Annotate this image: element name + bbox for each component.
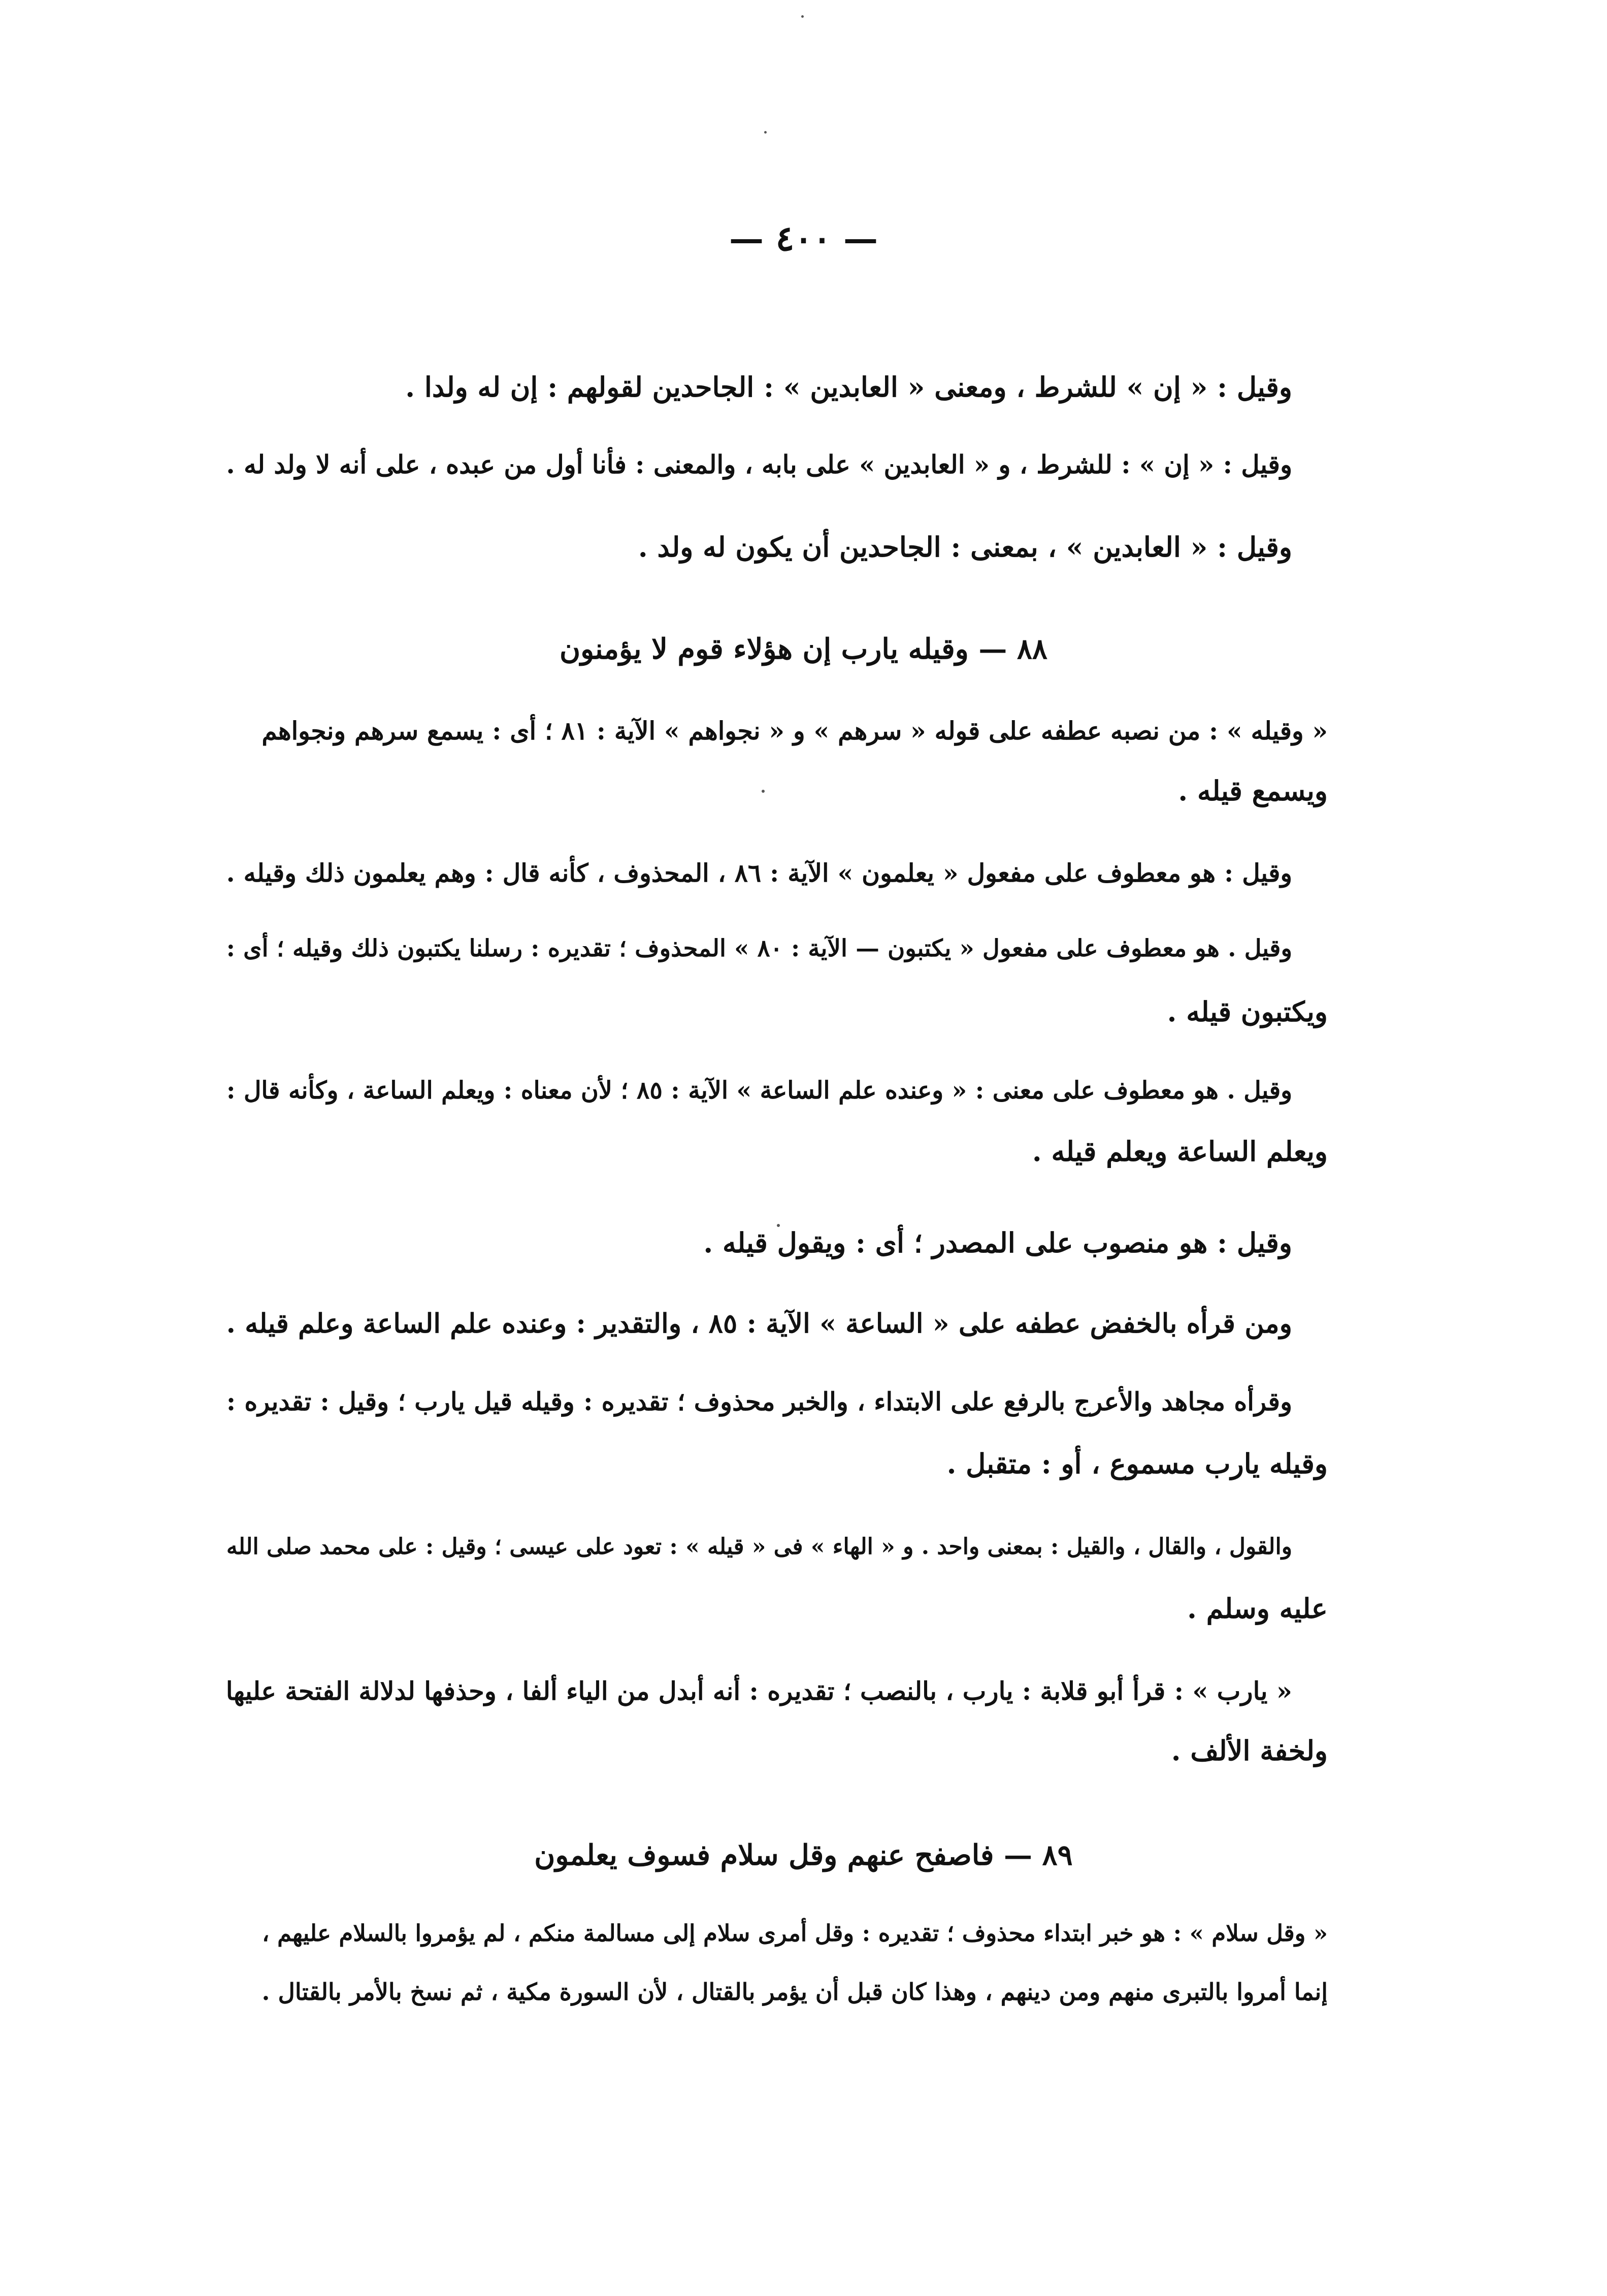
text-line: عليه وسلم . <box>1187 1592 1328 1625</box>
verse-heading: ٨٩ — فاصفح عنهم وقل سلام فسوف يعلمون <box>534 1838 1073 1872</box>
text-line: ويعلم الساعة ويعلم قيله . <box>1032 1135 1328 1168</box>
text-line: « وقيله » : من نصبه عطفه على قوله « سرهم » و « نجواهم » الآية : ٨١ ؛ أى : يسمع سرهم ونجواهم <box>261 716 1328 746</box>
text-line: ويسمع قيله . <box>1178 774 1328 807</box>
verse-heading: ٨٨ — وقيله يارب إن هؤلاء قوم لا يؤمنون <box>560 632 1047 666</box>
scan-speck <box>764 131 767 134</box>
text-line: ومن قرأه بالخفض عطفه على « الساعة » الآية : ٨٥ ، والتقدير : وعنده علم الساعة وعلم قيله . <box>226 1308 1292 1339</box>
text-line: وقيل : « إن » للشرط ، ومعنى « العابدين » : الجاحدين لقولهم : إن له ولدا . <box>405 371 1292 403</box>
text-line: وقيل : « إن » : للشرط ، و « العابدين » على بابه ، والمعنى : فأنا أول من عبده ، على أنه لا ولد له . <box>226 449 1292 479</box>
text-line: ويكتبون قيله . <box>1167 995 1328 1028</box>
text-line: وقيل : هو معطوف على مفعول « يعلمون » الآية : ٨٦ ، المحذوف ، كأنه قال : وهم يعلمون ذلك وقيله . <box>226 858 1292 888</box>
text-line: وقيل : هو منصوب على المصدر ؛ أى : ويقول قيله . <box>703 1226 1292 1259</box>
text-line: ولخفة الألف . <box>1171 1734 1328 1767</box>
text-line: « وقل سلام » : هو خبر ابتداء محذوف ؛ تقديره : وقل أمرى سلام إلى مسالمة منكم ، لم يؤمروا بالسلام عليهم ، <box>262 1920 1328 1947</box>
text-line: وقيله يارب مسموع ، أو : متقبل . <box>946 1447 1328 1480</box>
page-number: — ٤٠٠ — <box>729 218 878 259</box>
text-line: إنما أمروا بالتبرى منهم ومن دينهم ، وهذا كان قبل أن يؤمر بالقتال ، لأن السورة مكية ، ثم نسخ بالأمر بالقتال . <box>261 1978 1328 2006</box>
text-line: وقيل . هو معطوف على مفعول « يكتبون — الآية : ٨٠ » المحذوف ؛ تقديره : رسلنا يكتبون ذلك وقيله ؛ أى : <box>226 934 1292 962</box>
scan-speck <box>762 790 765 793</box>
scan-speck <box>801 15 804 18</box>
text-line: وقيل : « العابدين » ، بمعنى : الجاحدين أن يكون له ولد . <box>638 531 1292 563</box>
text-line: وقرأه مجاهد والأعرج بالرفع على الابتداء ، والخبر محذوف ؛ تقديره : وقيله قيل يارب ؛ وقيل : تقديره : <box>226 1386 1292 1416</box>
text-line: « يارب » : قرأ أبو قلابة : يارب ، بالنصب ؛ تقديره : أنه أبدل من الياء ألفا ، وحذفها لدلالة الفتحة عليها <box>225 1676 1292 1706</box>
text-line: وقيل . هو معطوف على معنى : « وعنده علم الساعة » الآية : ٨٥ ؛ لأن معناه : ويعلم الساعة ، وكأنه قال : <box>226 1077 1292 1105</box>
text-line: والقول ، والقال ، والقيل : بمعنى واحد . و « الهاء » فى « قيله » : تعود على عيسى ؛ وقيل : على محمد صلى الله <box>226 1534 1292 1560</box>
